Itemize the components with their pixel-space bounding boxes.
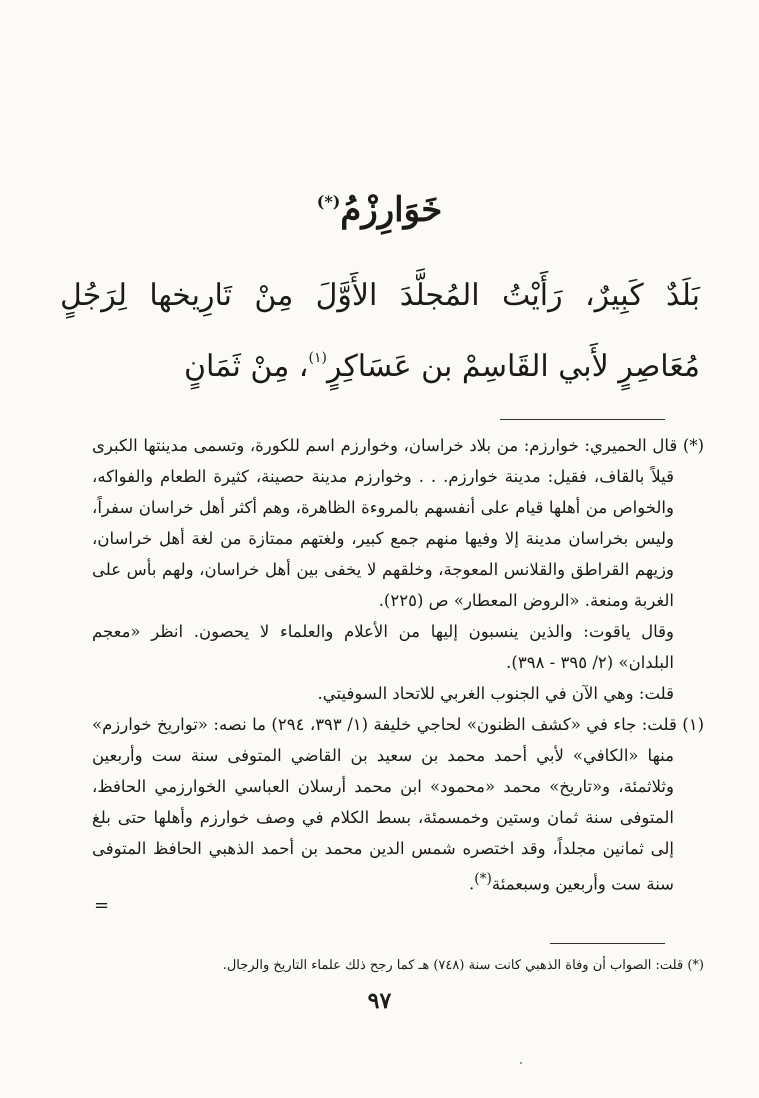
title-note-mark: (*) [316,192,341,211]
chapter-title [0,176,759,236]
footnote-star-comment: قلت: وهي الآن في الجنوب الغربي للاتحاد السوفيتي. [317,684,674,703]
footnote-1-end: . [469,874,475,894]
chapter-title-text: خَوَارِزْمُ [340,190,443,230]
scan-speck [520,1062,522,1064]
footnote-1-mark: (*) [474,871,492,887]
page-number: ٩٧ [367,988,392,1014]
editor-note-separator [550,943,665,944]
main-text-body: بَلَدٌ كَبِيرٌ، رَأَيْتُ المُجلَّدَ الأَوَّلَ مِنْ تَارِيخها لِرَجُلٍ مُعَاصِرٍ لأَبي القَاسِمْ بن عَسَاكِرٍ [60,278,700,384]
footnote-star-label: (*) [682,436,705,455]
editor-note [150,955,704,977]
main-text [60,265,700,398]
footnotes [92,430,704,900]
footnote-star-yaqut: وقال ياقوت: والذين ينسبون إليها من الأعلام والعلماء لا يحصون. انظر «معجم البلدان» (٢/ ٣٩٥ - ٣٩٨). [92,622,674,672]
editor-note-text: قلت: الصواب أن وفاة الذهبي كانت سنة (٧٤٨) هـ كما رجح ذلك علماء التاريخ والرجال. [222,958,684,973]
continuation-mark: = [94,895,110,916]
editor-note-label: (*) [687,958,704,973]
footnote-1 [92,709,704,900]
footnote-star [92,430,704,616]
footnote-1-text: قلت: جاء في «كشف الظنون» لحاجي خليفة (١/ ٣٩٣، ٢٩٤) ما نصه: «تواريخ خوارزم» منها «الكافي» لأبي أحمد محمد بن سعيد بن القاضي المتوفى سنة ست وأربعين وثلاثمئة، و«تاريخ» محمد «محمود» ابن محمد أرسلان العباسي الخوارزمي الحافظ، المتوفى سنة ثمان وستين وخمسمئة، بسط الكلام في وصف خوارزم وأهلها حتى بلغ إلى ثمانين مجلداً، وقد اختصره شمس الدين محمد بن أحمد الذهبي الحافظ المتوفى سنة ست وأربعين وسبعمئة [92,715,677,894]
note-ref-1: (١) [308,350,327,366]
main-text-tail: ، مِنْ ثَمَانٍ [183,349,309,384]
footnote-star-text: قال الحميري: خوارزم: من بلاد خراسان، وخوارزم اسم للكورة، وتسمى مدينتها الكبرى قيلاً بالقاف، فقيل: مدينة خوارزم. . . وخوارزم مدينة حصينة، كثيرة الطعام والفواكه، والخواص من أهلها قيام على أنفسهم بالمروءة الظاهرة، وهم أكثر أهل خراسان سفراً، وليس بخراسان مدينة إلا وفيها منهم جمع كبير، ولغتهم ممتازة من لغة أهل خراسان، وزيهم القراطق والقلانس المعوجة، وخلقهم لا يخفى بين أهل خراسان، ولهم بأس على الغربة ومنعة. «الروض المعطار» ص (٢٢٥). [92,436,678,610]
footnote-separator [500,419,665,420]
footnote-1-label: (١) [682,715,704,734]
